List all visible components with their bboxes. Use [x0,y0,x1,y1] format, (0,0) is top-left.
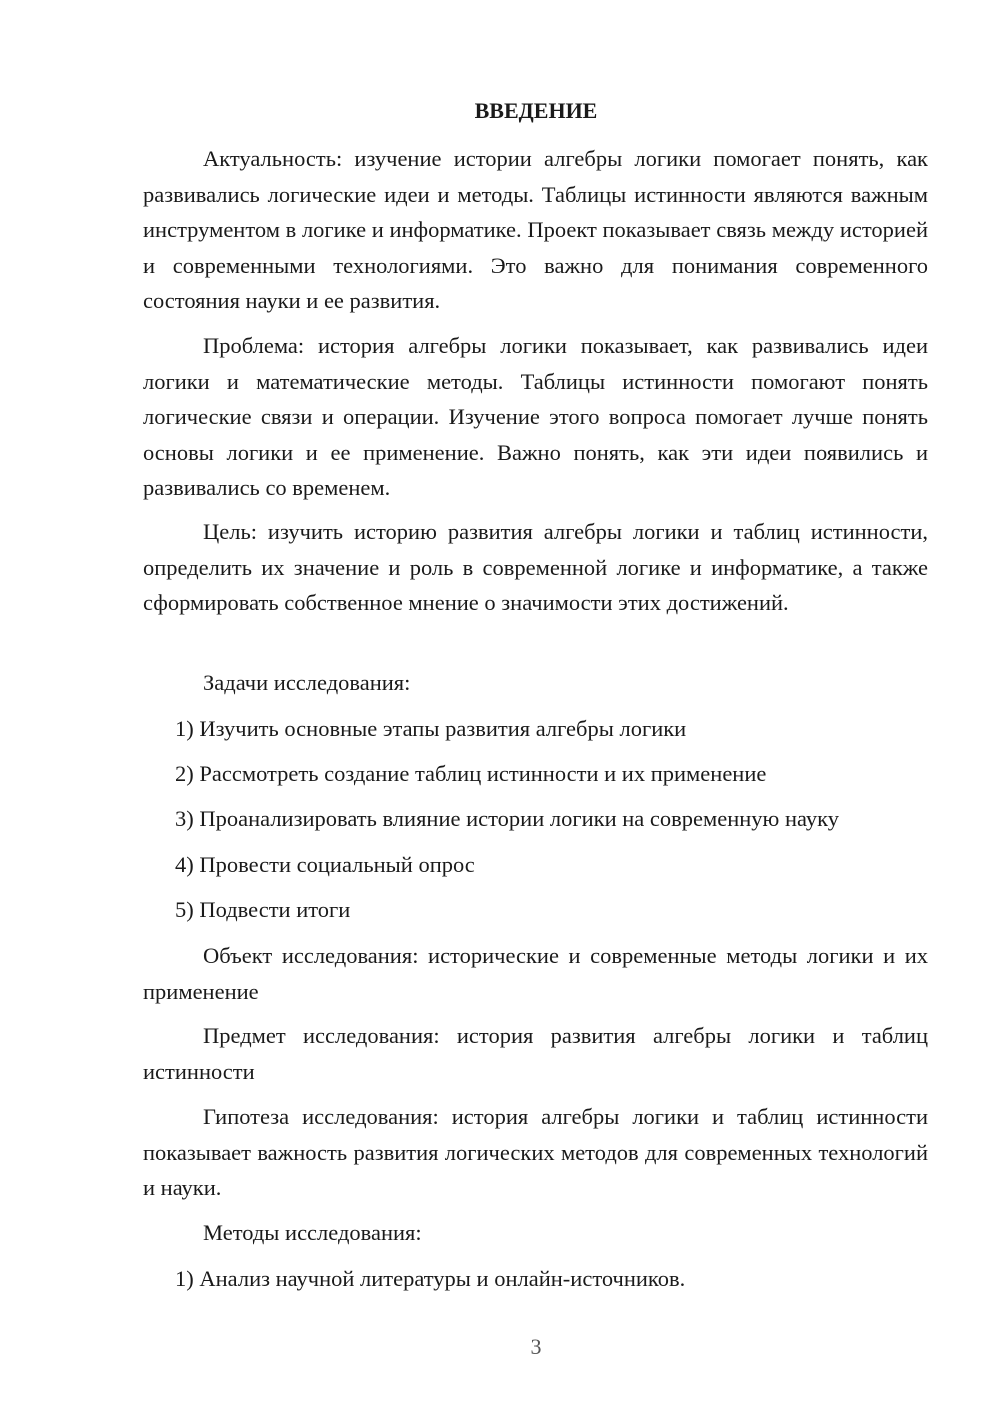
task-item: 3) Проанализировать влияние истории логики на современную науку [175,806,839,831]
task-item: 5) Подвести итоги [175,897,351,922]
task-item: 1) Изучить основные этапы развития алгебры логики [175,716,687,741]
problem-paragraph: Проблема: история алгебры логики показывает, как развивались идеи логики и математические методы. Таблицы истинности помогают понять логические связи и операции. Изучение этого вопроса помогает лучше понять основы логики и ее применение. Важно понять, как эти идеи появились и развивались со временем. [143,333,928,500]
relevance-paragraph: Актуальность: изучение истории алгебры логики помогает понять, как развивались логические идеи и методы. Таблицы истинности являются важным инструментом в логике и информатике. Проект показывает связь между историей и современными технологиями. Это важно для понимания современного состояния науки и ее развития. [143,146,928,313]
methods-heading: Методы исследования: [203,1220,422,1245]
goal-paragraph: Цель: изучить историю развития алгебры логики и таблиц истинности, определить их значение и роль в современной логике и информатике, а также сформировать собственное мнение о значимости этих достижений. [143,519,928,615]
object-paragraph: Объект исследования: исторические и современные методы логики и их применение [143,943,928,1004]
page-title: ВВЕДЕНИЕ [474,98,598,123]
page-number: 3 [530,1334,542,1359]
tasks-heading: Задачи исследования: [203,670,411,695]
task-item: 4) Провести социальный опрос [175,852,475,877]
hypothesis-paragraph: Гипотеза исследования: история алгебры логики и таблиц истинности показывает важность развития логических методов для современных технологий и науки. [143,1104,928,1200]
task-item: 2) Рассмотреть создание таблиц истинности и их применение [175,761,767,786]
method-item: 1) Анализ научной литературы и онлайн-источников. [175,1266,686,1291]
subject-paragraph: Предмет исследования: история развития алгебры логики и таблиц истинности [143,1023,928,1084]
